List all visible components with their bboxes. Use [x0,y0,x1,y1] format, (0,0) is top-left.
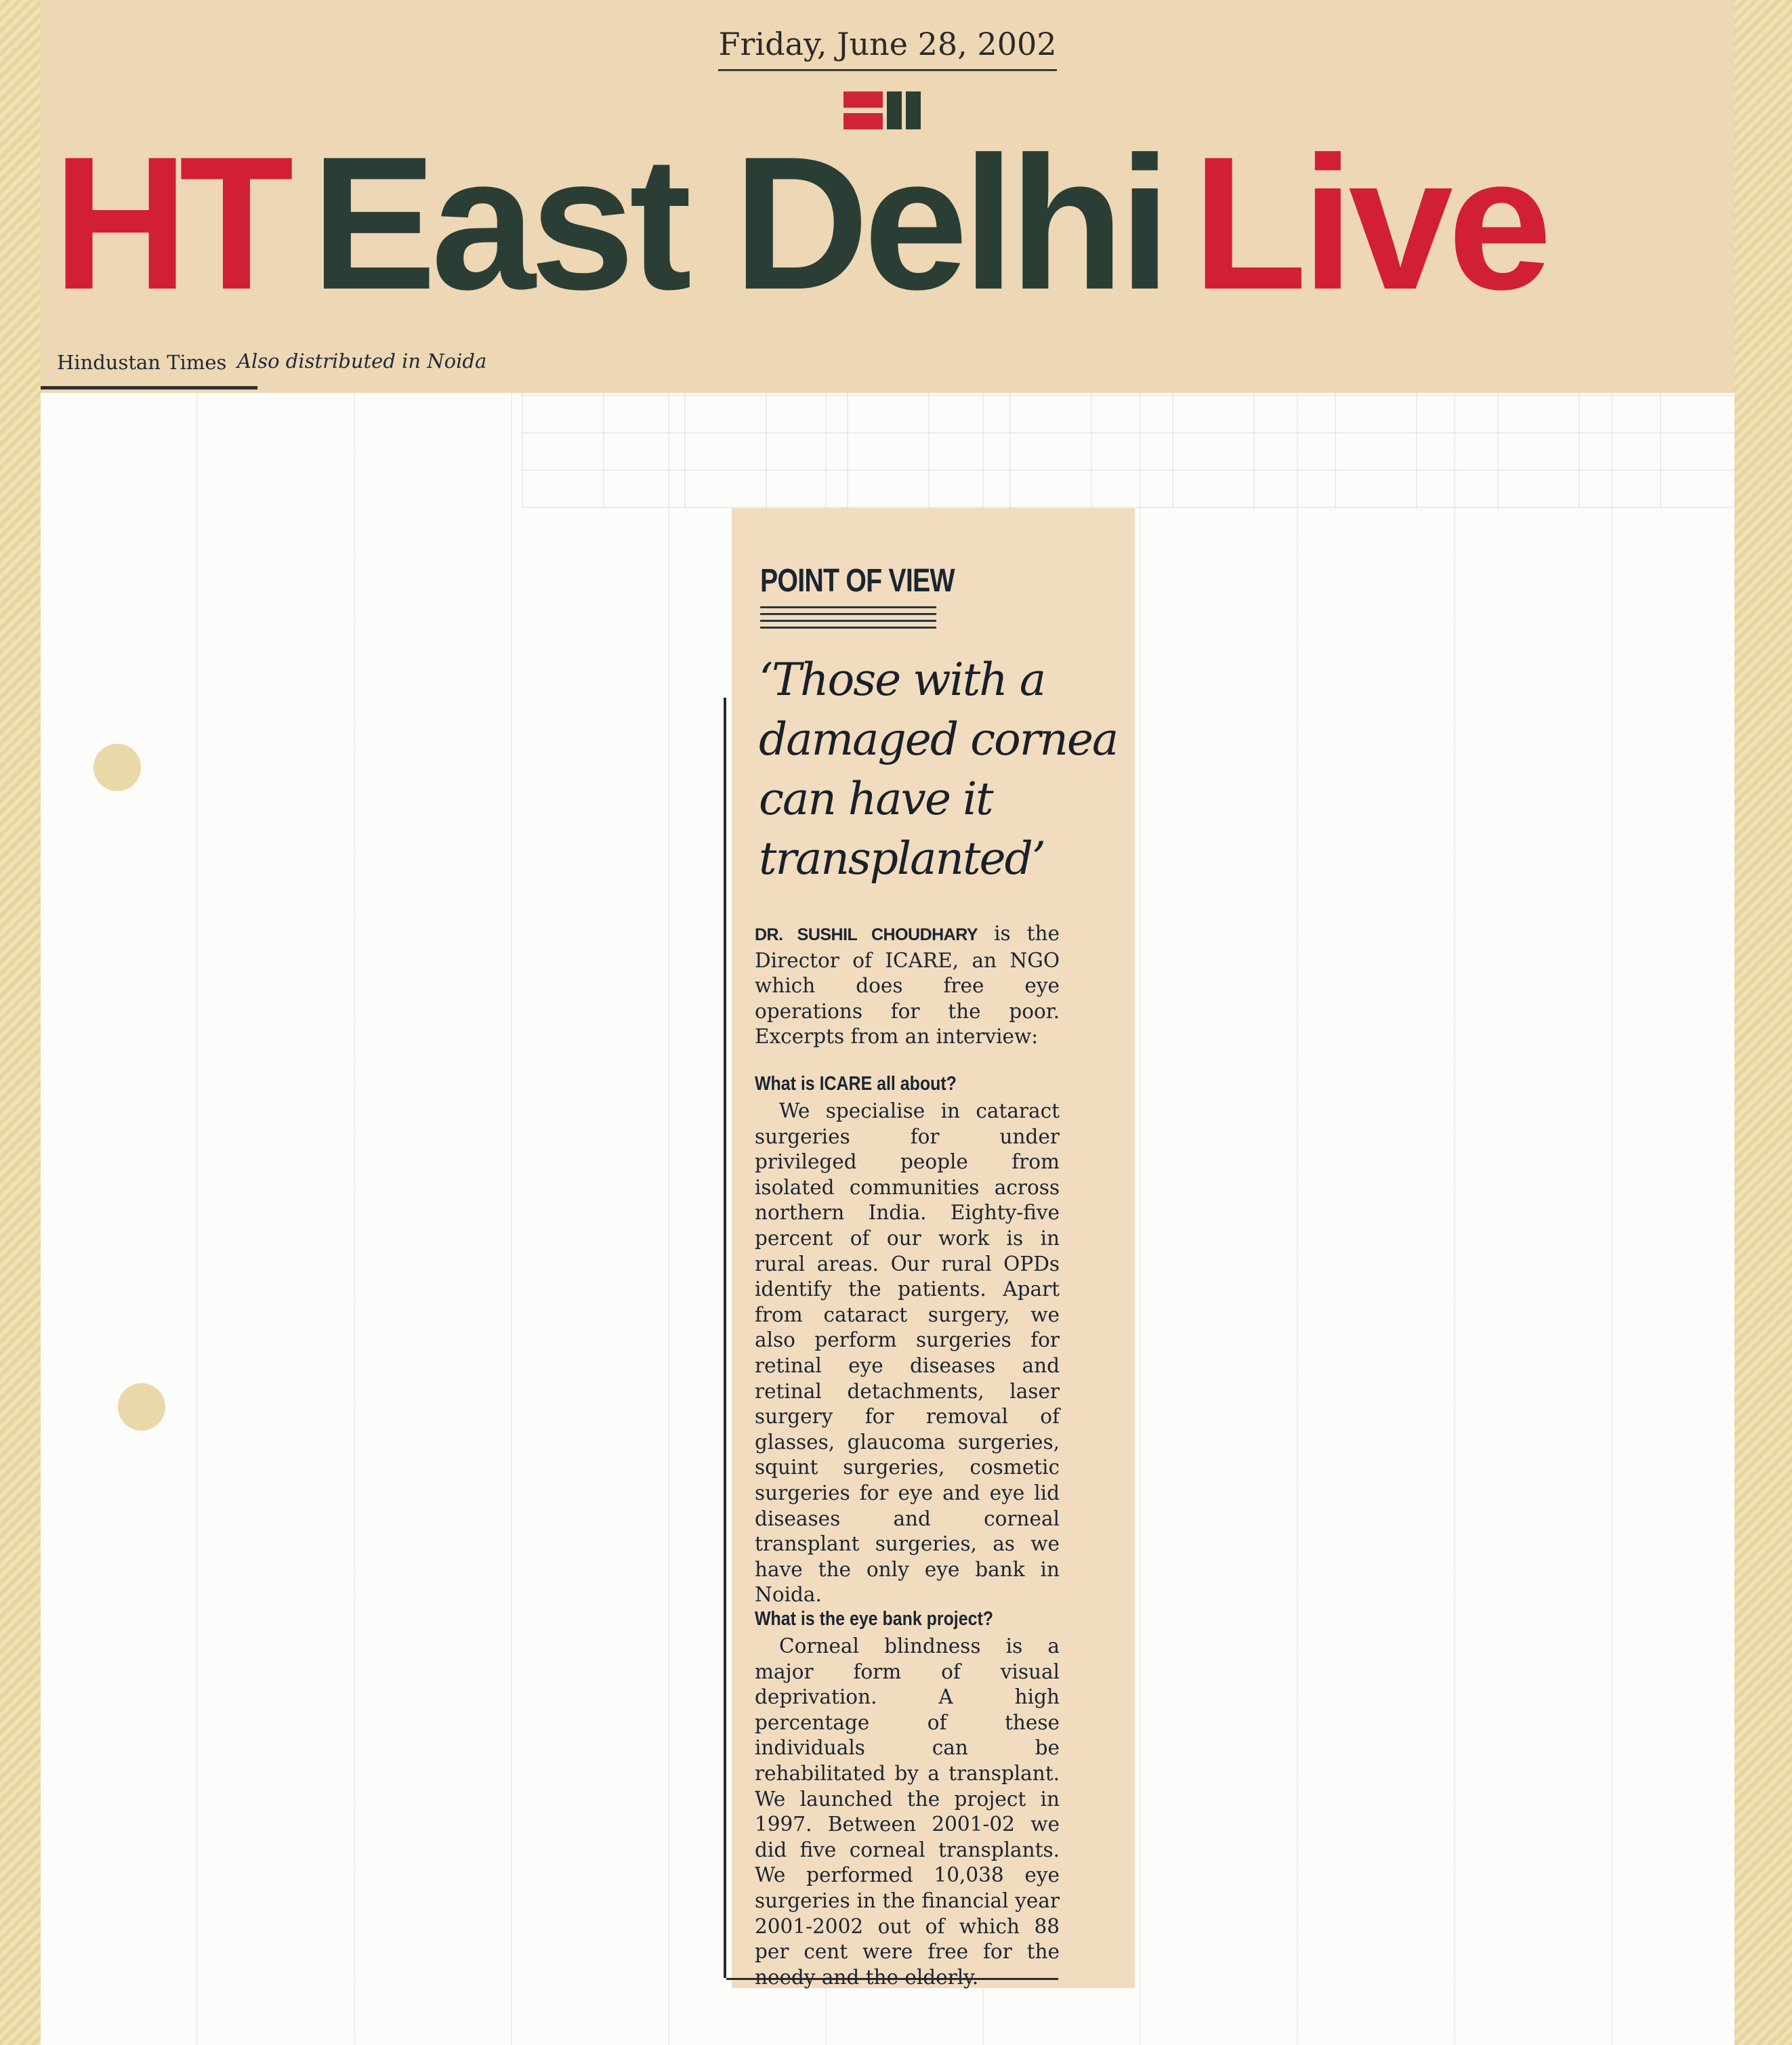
masthead-live: Live [1192,118,1547,329]
article-kicker: POINT OF VIEW [760,563,955,599]
kicker-rule [760,627,936,629]
question-1: What is ICARE all about? [755,1073,957,1095]
masthead-east-delhi: East Delhi [311,118,1166,329]
punch-hole [93,744,141,791]
distribution-note: Also distributed in Noida [237,350,487,373]
masthead-ht: HT [53,118,285,329]
article-headline: ‘Those with a damaged cornea can have it transplanted’ [759,654,1118,885]
answer-2 [755,1634,1060,1990]
column-rule [724,698,726,1978]
question-2: What is the eye bank project? [755,1608,994,1630]
punch-hole [118,1383,165,1431]
masthead-title [53,118,1547,329]
kicker-rule [760,606,936,608]
answer-1-text: We specialise in cataract surgeries for under privileged people from isolated communities across northern India. Eighty-five percent of our work is in rural areas. Our rural OPDs identify the patients. Apart from cataract surgery, we also perform surgeries for retinal eye diseases and retinal detachments, laser surgery for removal of glasses, glaucoma surgeries, squint surgeries, cosmetic surgeries for eye and eye lid diseases and corneal transplant surgeries, as we have the only eye bank in Noida. [755,1099,1060,1607]
kicker-rule [760,620,936,622]
publisher-name: Hindustan Times [57,351,227,374]
intro-text: is the Director of ICARE, an NGO which does free eye operations for the poor. Excerpts from an interview: [755,922,1060,1049]
article-intro [755,921,1060,1050]
masthead-rule [41,386,257,389]
answer-1 [755,1099,1060,1608]
issue-date: Friday, June 28, 2002 [718,26,1057,71]
answer-2-text: Corneal blindness is a major form of visual deprivation. A high percentage of these individuals can be rehabilitated by a transplant. We launched the project in 1997. Between 2001-02 we did five corneal transplants. We performed 10,038 eye surgeries in the financial year 2001-2002 out of which 88 per cent were free for the needy and the elderly. [755,1635,1060,1989]
kicker-rule [760,613,936,615]
byline: DR. SUSHIL CHOUDHARY [755,925,978,944]
